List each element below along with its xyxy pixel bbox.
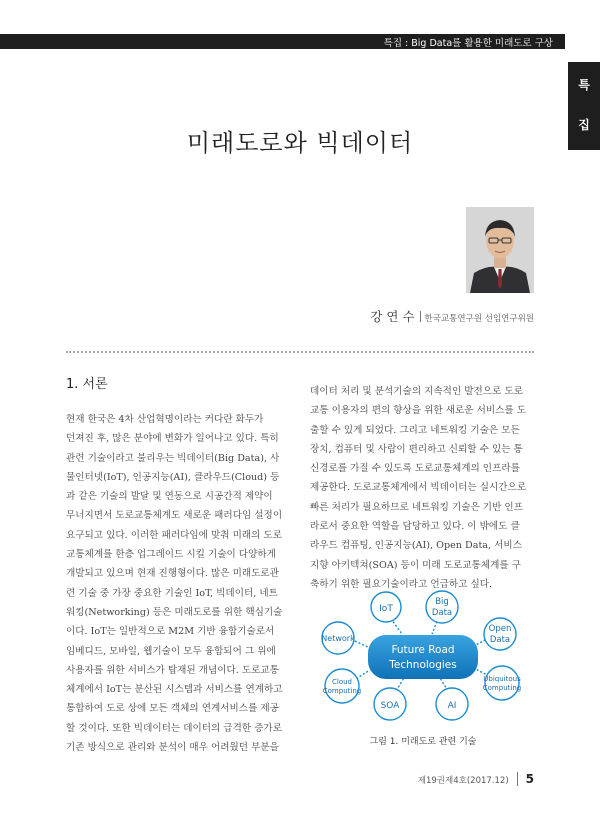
node-cloud-label: Cloud	[332, 678, 352, 686]
article-title: 미래도로와 빅데이터	[186, 129, 414, 157]
text-line: 라우드 컴퓨팅, 인공지능(AI), Open Data, 서비스	[310, 540, 522, 552]
dotted-divider	[66, 351, 534, 353]
text-line: 통합하여 도로 상에 모든 객체의 연계서비스를 제공	[66, 703, 279, 715]
node-big-label: Big	[435, 597, 449, 607]
text-line: 무너지면서 도로교통체계도 새로운 패러다임 설정이	[66, 510, 283, 522]
section-header-bar	[0, 34, 565, 49]
text-line: 기존 방식으로 관리와 분석이 매우 어려웠던 부분을	[66, 742, 279, 754]
node-soa-label: SOA	[380, 701, 400, 711]
text-line: 요구되고 있다. 이러한 패러다임에 맞춰 미래의 도로	[66, 529, 282, 541]
text-line: 신경로를 가질 수 있도록 도로교통체계의 인프라를	[310, 463, 520, 475]
node-open-data	[484, 618, 516, 650]
node-computing-u-label: Computing	[482, 684, 522, 692]
node-ubiquitous-computing	[482, 666, 522, 700]
text-line: 장치, 컴퓨터 및 사람이 편리하고 신뢰할 수 있는 통	[310, 443, 523, 455]
text-line: 빠른 처리가 필요하므로 네트워킹 기술은 기반 인프	[310, 501, 523, 513]
text-line: 출할 수 있게 되었다. 그리고 네트워킹 기술은 모든	[310, 424, 520, 436]
author-line	[370, 306, 534, 325]
author-photo	[466, 207, 534, 293]
side-tab-char-2: 집	[578, 118, 590, 132]
body-column-right	[310, 382, 535, 594]
node-computing-c-label: Computing	[322, 687, 362, 695]
author-name: 강 연 수	[370, 309, 415, 324]
text-line: 라로서 중요한 역할을 담당하고 있다. 이 밖에도 클	[310, 521, 520, 533]
text-line: 제공한다. 도로교통체계에서 빅데이터는 실시간으로	[310, 482, 527, 494]
issue-number: 제19권제4호(2017.12)	[417, 776, 509, 786]
node-open-label: Open	[488, 624, 512, 634]
text-line: 지향 아키텍쳐(SOA) 등이 미래 도로교통체계를 구	[310, 559, 521, 571]
text-line: 물인터넷(IoT), 인공지능(AI), 클라우드(Cloud) 등	[66, 471, 280, 483]
text-line: 련 기술 중 가장 중요한 기술인 IoT, 빅데이터, 네트	[66, 587, 278, 599]
text-line: 교통 이용자의 편의 향상을 위한 새로운 서비스를 도	[310, 405, 526, 417]
node-big-data	[426, 591, 458, 623]
center-text-2: Technologies	[389, 659, 457, 671]
node-cloud-computing	[322, 669, 362, 703]
section-heading: 1. 서론	[66, 377, 108, 392]
figure-caption: 그림 1. 미래도로 관련 기술	[369, 737, 477, 747]
text-line: 개발되고 있으며 현재 진행형이다. 많은 미래도로관	[66, 568, 279, 580]
node-iot-label: IoT	[379, 604, 393, 614]
text-line: 사용자를 위한 서비스가 탑재된 개념이다. 도로교통	[66, 664, 279, 676]
body-column-left	[66, 410, 292, 757]
page-footer	[418, 768, 534, 787]
side-tab-char-1: 특	[578, 78, 590, 92]
text-line: 체계에서 IoT는 분산된 시스템과 서비스를 연계하고	[66, 684, 283, 696]
node-data-label: Data	[431, 608, 453, 618]
text-line: 현재 한국은 4차 산업혁명이라는 커다란 화두가	[66, 414, 264, 425]
text-line: 워킹(Networking) 등은 미래도로를 위한 핵심기술	[66, 606, 283, 618]
page-number: 5	[525, 772, 534, 786]
section-header-text: 특집 : Big Data를 활용한 미래도로 구상	[383, 38, 553, 49]
footer-separator	[517, 772, 518, 786]
text-line: 이다. IoT는 일반적으로 M2M 기반 융합기술로서	[66, 626, 275, 638]
center-text-1: Future Road	[391, 644, 455, 656]
text-line: 과 같은 기술의 발달 및 연동으로 시공간적 제약이	[66, 491, 273, 503]
center-node	[368, 635, 478, 679]
text-line: 관련 기술이라고 불리우는 빅데이터(Big Data), 사	[66, 452, 280, 464]
author-affiliation: 한국교통연구원 선임연구위원	[424, 314, 534, 324]
text-line: 던져진 후, 많은 분야에 변화가 일어나고 있다. 특히	[66, 433, 279, 445]
text-line: 임베디드, 모바일, 웹기술이 모두 융합되어 그 위에	[66, 645, 276, 657]
future-road-diagram	[312, 590, 534, 728]
node-ubiquitous-label: Ubiquitous	[483, 675, 521, 683]
author-separator	[420, 311, 421, 322]
text-line: 할 것이다. 또한 빅데이터는 데이터의 급격한 증가로	[66, 722, 282, 734]
node-network-label: Network	[321, 634, 355, 643]
text-line: 데이터 처리 및 분석기술의 지속적인 발전으로 도로	[310, 386, 523, 397]
node-ai-label: AI	[447, 701, 457, 711]
text-line: 교통체계를 한층 업그레이드 시킬 기술이 다양하게	[66, 549, 276, 561]
text-line: 축하기 위한 필요기술이라고 언급하고 싶다.	[310, 578, 493, 590]
node-open-data-label: Data	[489, 635, 511, 645]
